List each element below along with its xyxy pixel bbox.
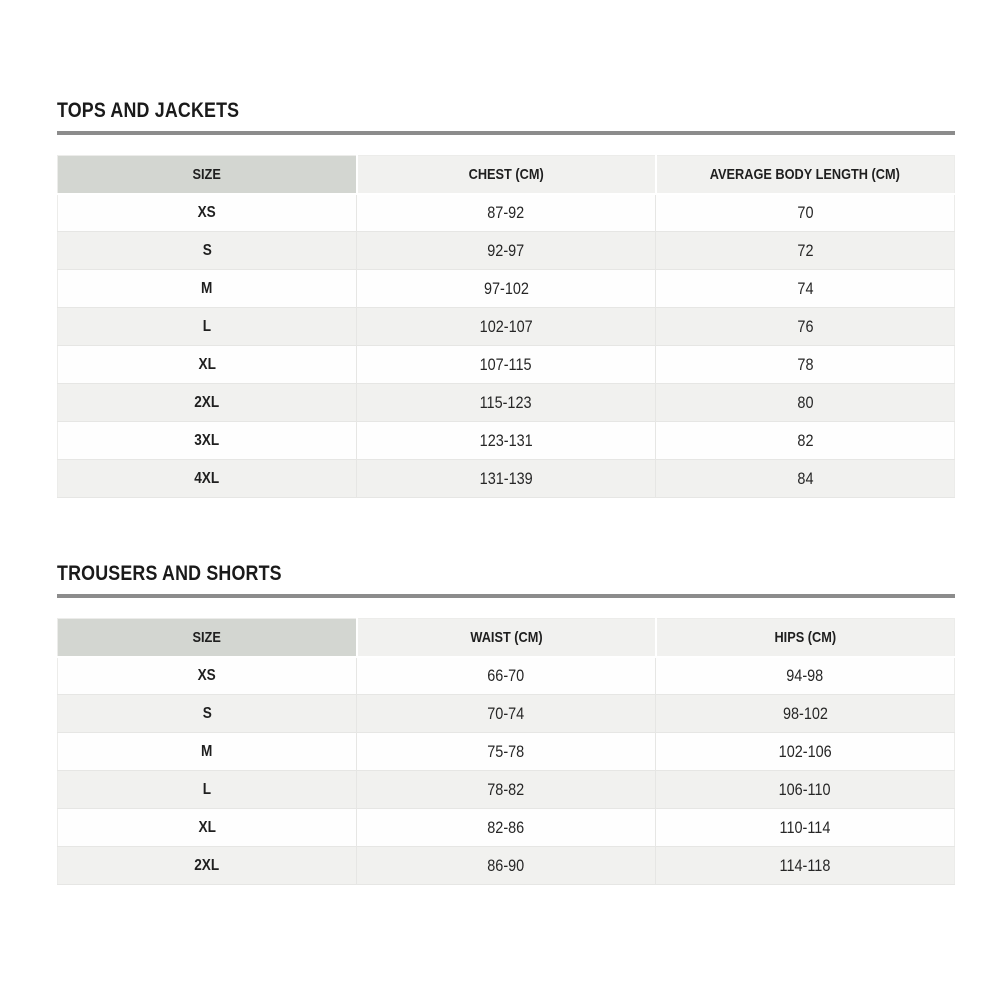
cell-text: 87-92 <box>487 202 525 222</box>
cell-text: 84 <box>796 468 814 488</box>
trousers-and-shorts-table <box>57 618 955 885</box>
cell-text: 114-118 <box>779 855 831 875</box>
cell-text: L <box>202 317 212 335</box>
size-cell <box>58 733 357 771</box>
cell-text: 74 <box>796 278 814 298</box>
body-length-cell <box>656 384 955 422</box>
section-title-trousers-and-shorts <box>57 498 955 584</box>
table-row <box>58 232 955 270</box>
table-row <box>58 422 955 460</box>
waist-cell <box>357 847 656 885</box>
waist-cell <box>357 657 656 695</box>
cell-text: 78-82 <box>487 779 525 799</box>
size-cell <box>58 346 357 384</box>
column-header-text: WAIST (CM) <box>469 628 543 646</box>
waist-cell <box>357 733 656 771</box>
chest-cell <box>357 232 656 270</box>
size-cell <box>58 771 357 809</box>
cell-text: 2XL <box>194 393 220 411</box>
cell-text: 3XL <box>194 431 220 449</box>
chest-cell <box>357 346 656 384</box>
tops-and-jackets-table <box>57 155 955 498</box>
table-row <box>58 657 955 695</box>
column-header-text: SIZE <box>192 628 221 646</box>
chest-cell <box>357 460 656 498</box>
cell-text: 76 <box>796 316 814 336</box>
cell-text: 70 <box>796 202 814 222</box>
size-cell <box>58 460 357 498</box>
cell-text: 2XL <box>194 856 220 874</box>
title-rule <box>57 131 955 135</box>
hips-cell <box>656 657 955 695</box>
table-row <box>58 460 955 498</box>
size-cell <box>58 308 357 346</box>
cell-text: L <box>202 780 212 798</box>
table-row <box>58 308 955 346</box>
table-row <box>58 346 955 384</box>
table-row <box>58 847 955 885</box>
table-row <box>58 771 955 809</box>
waist-cell <box>357 771 656 809</box>
chest-cell <box>357 384 656 422</box>
size-cell <box>58 809 357 847</box>
header-row <box>58 619 955 657</box>
body-length-cell <box>656 460 955 498</box>
size-cell <box>58 695 357 733</box>
size-cell <box>58 194 357 232</box>
cell-text: 106-110 <box>779 779 831 799</box>
cell-text: 110-114 <box>779 817 831 837</box>
cell-text: 86-90 <box>487 855 525 875</box>
cell-text: 4XL <box>194 469 220 487</box>
column-header-average-body-length <box>656 156 955 194</box>
size-guide-page <box>57 0 955 885</box>
table-row <box>58 270 955 308</box>
body-length-cell <box>656 194 955 232</box>
column-header-waist <box>357 619 656 657</box>
section-trousers-and-shorts <box>57 498 955 885</box>
column-header-text: SIZE <box>192 165 221 183</box>
cell-text: 75-78 <box>487 741 525 761</box>
cell-text: 94-98 <box>786 665 824 685</box>
cell-text: S <box>202 241 212 259</box>
cell-text: 123-131 <box>479 430 533 450</box>
hips-cell <box>656 733 955 771</box>
body-length-cell <box>656 308 955 346</box>
table-row <box>58 695 955 733</box>
cell-text: 70-74 <box>487 703 525 723</box>
cell-text: 107-115 <box>480 354 532 374</box>
cell-text: 131-139 <box>479 468 533 488</box>
cell-text: 102-106 <box>778 741 832 761</box>
size-cell <box>58 422 357 460</box>
column-header-chest <box>357 156 656 194</box>
body-length-cell <box>656 232 955 270</box>
cell-text: 115-123 <box>480 392 532 412</box>
cell-text: 102-107 <box>479 316 533 336</box>
cell-text: S <box>202 704 212 722</box>
cell-text: 92-97 <box>487 240 525 260</box>
section-tops-and-jackets <box>57 0 955 498</box>
cell-text: 72 <box>796 240 814 260</box>
cell-text: 82-86 <box>487 817 525 837</box>
column-header-text: HIPS (CM) <box>774 628 837 646</box>
title-rule <box>57 594 955 598</box>
size-cell <box>58 657 357 695</box>
chest-cell <box>357 194 656 232</box>
hips-cell <box>656 809 955 847</box>
section-title-text: TOPS AND JACKETS <box>57 99 240 122</box>
column-header-size <box>58 156 357 194</box>
cell-text: M <box>201 279 213 297</box>
section-title-tops-and-jackets <box>57 0 955 121</box>
table-row <box>58 733 955 771</box>
body-length-cell <box>656 270 955 308</box>
cell-text: 98-102 <box>782 703 828 723</box>
waist-cell <box>357 809 656 847</box>
cell-text: 78 <box>796 354 814 374</box>
column-header-text: CHEST (CM) <box>468 165 544 183</box>
column-header-hips <box>656 619 955 657</box>
cell-text: 97-102 <box>483 278 529 298</box>
table-row <box>58 384 955 422</box>
section-title-text: TROUSERS AND SHORTS <box>57 562 282 585</box>
cell-text: 80 <box>796 392 814 412</box>
body-length-cell <box>656 346 955 384</box>
cell-text: XS <box>197 203 217 221</box>
size-cell <box>58 847 357 885</box>
size-cell <box>58 384 357 422</box>
waist-cell <box>357 695 656 733</box>
chest-cell <box>357 422 656 460</box>
chest-cell <box>357 270 656 308</box>
cell-text: XL <box>198 818 216 836</box>
column-header-size <box>58 619 357 657</box>
table-row <box>58 194 955 232</box>
hips-cell <box>656 771 955 809</box>
hips-cell <box>656 695 955 733</box>
table-row <box>58 809 955 847</box>
cell-text: M <box>201 742 213 760</box>
body-length-cell <box>656 422 955 460</box>
size-cell <box>58 232 357 270</box>
cell-text: 66-70 <box>487 665 525 685</box>
header-row <box>58 156 955 194</box>
cell-text: 82 <box>796 430 814 450</box>
size-cell <box>58 270 357 308</box>
hips-cell <box>656 847 955 885</box>
cell-text: XL <box>198 355 216 373</box>
chest-cell <box>357 308 656 346</box>
column-header-text: AVERAGE BODY LENGTH (CM) <box>710 165 901 183</box>
cell-text: XS <box>197 666 217 684</box>
